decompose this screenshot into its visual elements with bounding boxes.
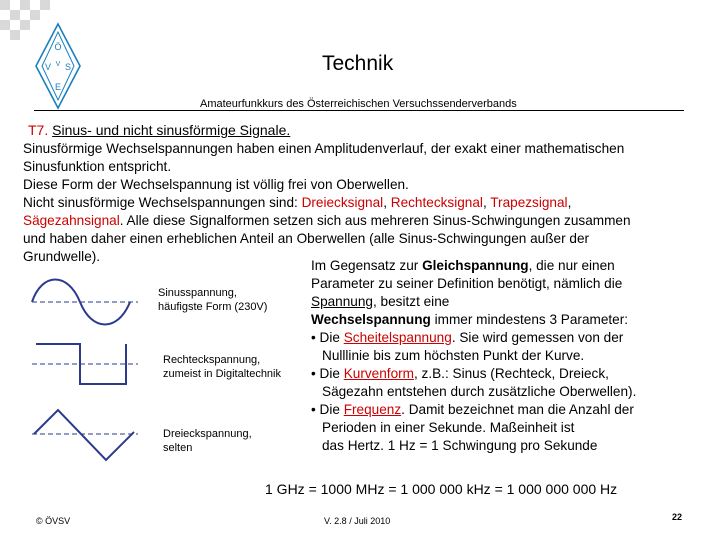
body-line: und haben daher einen erheblichen Anteil an Oberwellen (alle Sinus-Schwingungen außer der: [23, 231, 590, 246]
caption-sine: [158, 286, 267, 314]
logo-letter: V: [55, 61, 61, 68]
term-ac-voltage: Wechselspannung: [311, 312, 431, 327]
ovsv-logo: [34, 22, 82, 110]
body-text: • Die: [311, 366, 344, 381]
frequency-conversion: 1 GHz = 1000 MHz = 1 000 000 kHz = 1 000 000 000 Hz: [265, 481, 618, 497]
logo-letter: Ö: [54, 42, 62, 52]
footer-copyright: © ÖVSV: [36, 516, 71, 526]
body-text: ,: [383, 195, 391, 210]
body-text: . Damit bezeichnet man die Anzahl der: [401, 402, 634, 417]
caption-triangle: [163, 427, 252, 455]
body-text: immer mindestens 3 Parameter:: [430, 312, 629, 327]
body-text: ,: [482, 195, 491, 210]
body-text: Nicht sinusförmige Wechselspannungen sind:: [23, 195, 302, 210]
right-line: Parameter zu seiner Definition benötigt, nämlich die: [311, 276, 623, 291]
logo-letter: S: [64, 62, 72, 72]
page-subtitle: Amateurfunkkurs des Österreichischen Versuchssenderverbands: [200, 98, 517, 110]
section-title: Sinus- und nicht sinusförmige Signale.: [52, 122, 291, 138]
page-number: 22: [672, 512, 683, 522]
logo-letter: V: [44, 62, 52, 72]
header-divider: [34, 110, 684, 111]
body-line: Sinusfunktion entspricht.: [23, 159, 172, 174]
body-text: ,: [567, 195, 572, 210]
caption-line: zumeist in Digitaltechnik: [163, 368, 281, 380]
term-square: Rechtecksignal: [390, 195, 483, 210]
term-waveform: Kurvenform: [343, 366, 414, 381]
body-text: . Sie wird gemessen von der: [451, 330, 624, 345]
body-text: , die nur einen: [528, 258, 615, 273]
body-line: Grundwelle).: [23, 249, 101, 264]
square-wave-diagram: [32, 344, 138, 384]
body-line: Diese Form der Wechselspannung ist völlig frei von Oberwellen.: [23, 177, 409, 192]
caption-line: selten: [163, 442, 193, 454]
body-line: Sinusförmige Wechselspannungen haben einen Amplitudenverlauf, der exakt einer mathematischen: [23, 141, 625, 156]
section-number: T7.: [28, 122, 49, 138]
caption-line: Sinusspannung,: [158, 287, 237, 299]
term-trapezoid: Trapezsignal: [490, 195, 568, 210]
right-line: [311, 293, 449, 311]
right-line: Sägezahn entstehen durch zusätzliche Oberwellen).: [322, 384, 637, 399]
body-text: • Die: [311, 402, 344, 417]
right-line: Nulllinie bis zum höchsten Punkt der Kurve.: [322, 348, 585, 363]
term-voltage: Spannung: [311, 294, 373, 309]
body-text: , besitzt eine: [373, 294, 450, 309]
right-line: das Hertz. 1 Hz = 1 Schwingung pro Sekunde: [322, 438, 598, 453]
right-line: [311, 365, 609, 383]
right-line: Perioden in einer Sekunde. Maßeinheit ist: [322, 420, 575, 435]
caption-line: Rechteckspannung,: [163, 354, 261, 366]
waveform-illustrations: [30, 268, 140, 468]
term-dc-voltage: Gleichspannung: [422, 258, 529, 273]
caption-square: [163, 353, 281, 381]
right-line: [311, 257, 615, 275]
term-triangle: Dreiecksignal: [301, 195, 384, 210]
page-title: Technik: [322, 52, 394, 75]
footer-version: V. 2.8 / Juli 2010: [324, 516, 391, 526]
caption-line: Dreieckspannung,: [163, 428, 252, 440]
right-line: [311, 329, 623, 347]
body-text: . Alle diese Signalformen setzen sich aus mehreren Sinus-Schwingungen zusammen: [119, 213, 631, 228]
sine-wave-diagram: [32, 280, 138, 325]
logo-letter: E: [54, 82, 62, 92]
right-line: [311, 401, 634, 419]
right-line: [311, 311, 628, 329]
term-peak-voltage: Scheitelspannung: [343, 330, 452, 345]
caption-line: häufigste Form (230V): [158, 301, 268, 313]
body-text: Im Gegensatz zur: [311, 258, 423, 273]
section-heading: [28, 122, 290, 138]
triangle-wave-diagram: [32, 410, 138, 460]
body-text: • Die: [311, 330, 344, 345]
body-text: , z.B.: Sinus (Rechteck, Dreieck,: [413, 366, 609, 381]
body-line: [23, 212, 699, 230]
term-sawtooth: Sägezahnsignal: [23, 213, 120, 228]
body-line: [23, 194, 699, 212]
term-frequency: Frequenz: [343, 402, 402, 417]
